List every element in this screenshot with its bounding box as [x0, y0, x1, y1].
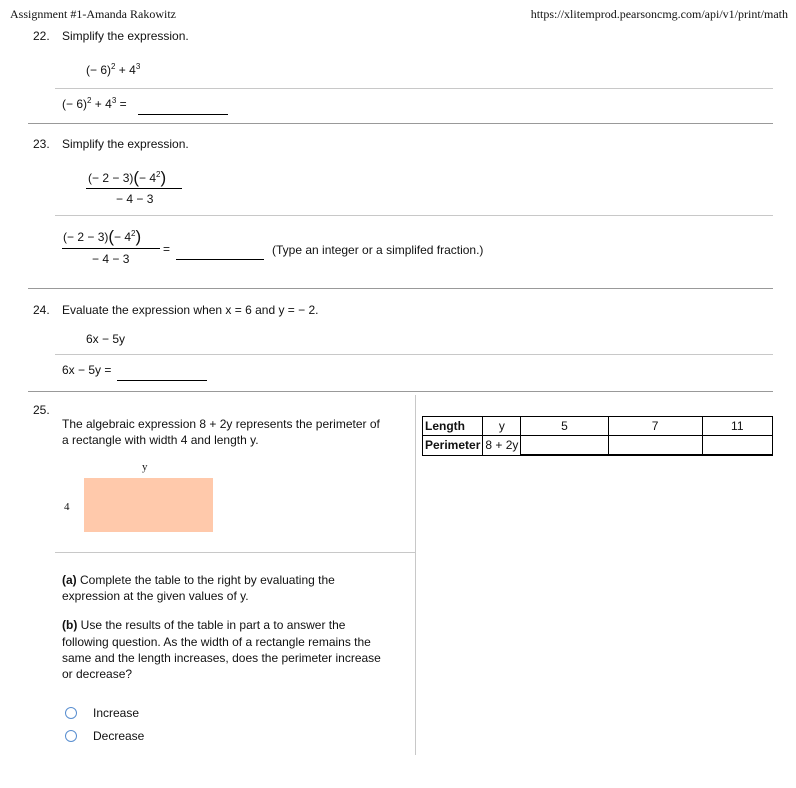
q25-part-b-line4: or decrease?: [62, 667, 133, 681]
table-row-length: [423, 417, 773, 436]
divider: [55, 88, 773, 89]
divider: [55, 215, 773, 216]
table-header-perimeter: Perimeter: [423, 436, 483, 456]
perimeter-input-11[interactable]: [702, 436, 772, 456]
q25-part-a-line2: expression at the given values of y.: [62, 589, 249, 603]
page-header-url: https://xlitemprod.pearsoncmg.com/api/v1/print/math: [530, 7, 788, 21]
divider: [55, 552, 415, 553]
q24-prompt: Evaluate the expression when x = 6 and y = − 2.: [62, 303, 319, 317]
divider: [28, 123, 773, 124]
perimeter-input-7[interactable]: [608, 436, 702, 456]
q23-answer-input[interactable]: [176, 259, 264, 260]
table-cell: 5: [521, 417, 608, 436]
q22-prompt: Simplify the expression.: [62, 29, 189, 43]
q25-prompt-line2: a rectangle with width 4 and length y.: [62, 433, 259, 447]
divider: [55, 354, 773, 355]
q24-answer-input[interactable]: [117, 380, 207, 381]
q23-answer-numerator: (− $2 - 3)(- 4^2)$: [63, 227, 142, 246]
divider: [28, 288, 773, 289]
option-decrease-label[interactable]: Decrease: [93, 729, 145, 743]
option-increase-label[interactable]: Increase: [93, 706, 140, 720]
q25-prompt-line1: The algebraic expression 8 + 2y represents the perimeter of: [62, 417, 380, 431]
column-separator: [415, 395, 416, 755]
q25-part-a-line1: (a) Complete the table to the right by evaluating the: [62, 573, 335, 587]
table-cell: y: [483, 417, 521, 436]
option-decrease-radio[interactable]: [65, 730, 77, 742]
q23-answer-fraction-bar: [62, 248, 160, 249]
q23-answer-denominator: − 4 − 3: [92, 252, 130, 266]
q23-fraction-bar: [86, 188, 182, 189]
page-header-title: Assignment #1-Amanda Rakowitz: [10, 7, 176, 21]
q23-prompt: Simplify the expression.: [62, 137, 189, 151]
perimeter-input-5[interactable]: [521, 436, 608, 456]
q25-part-b-line1: (b) Use the results of the table in part a to answer the: [62, 618, 346, 632]
rectangle-width-label: 4: [64, 501, 70, 513]
q25-part-b-line2: following question. As the width of a rectangle remains the: [62, 635, 371, 649]
rectangle-figure: [84, 478, 213, 532]
table-cell: 8 + 2y: [483, 436, 521, 456]
q23-hint: (Type an integer or a simplifed fraction.): [272, 243, 484, 257]
q22-answer-label: (− $6)^2 + 4^3$ =: [62, 96, 127, 111]
table-cell: 11: [702, 417, 772, 436]
table-header-length: Length: [423, 417, 483, 436]
q23-numerator: (− $2 - 3)(- 4^2)$: [88, 168, 167, 187]
rectangle-length-label: y: [142, 461, 148, 473]
q24-answer-label: 6x − 5y =: [62, 363, 112, 377]
length-perimeter-table: [422, 416, 773, 456]
q24-number: 24.: [33, 303, 50, 317]
q25-number: 25.: [33, 403, 50, 417]
divider: [28, 391, 773, 392]
option-increase-radio[interactable]: [65, 707, 77, 719]
q25-part-b-line3: same and the length increases, does the perimeter increase: [62, 651, 381, 665]
q23-denominator: − 4 − 3: [116, 192, 154, 206]
q22-answer-input[interactable]: [138, 114, 228, 115]
q23-number: 23.: [33, 137, 50, 151]
q22-number: 22.: [33, 29, 50, 43]
q24-expression: 6x − 5y: [86, 332, 126, 346]
table-cell: 7: [608, 417, 702, 436]
q22-expression: (− $6)^2 + 4^3$: [86, 62, 141, 77]
q23-equals: =: [163, 242, 171, 256]
table-row-perimeter: [423, 436, 773, 456]
